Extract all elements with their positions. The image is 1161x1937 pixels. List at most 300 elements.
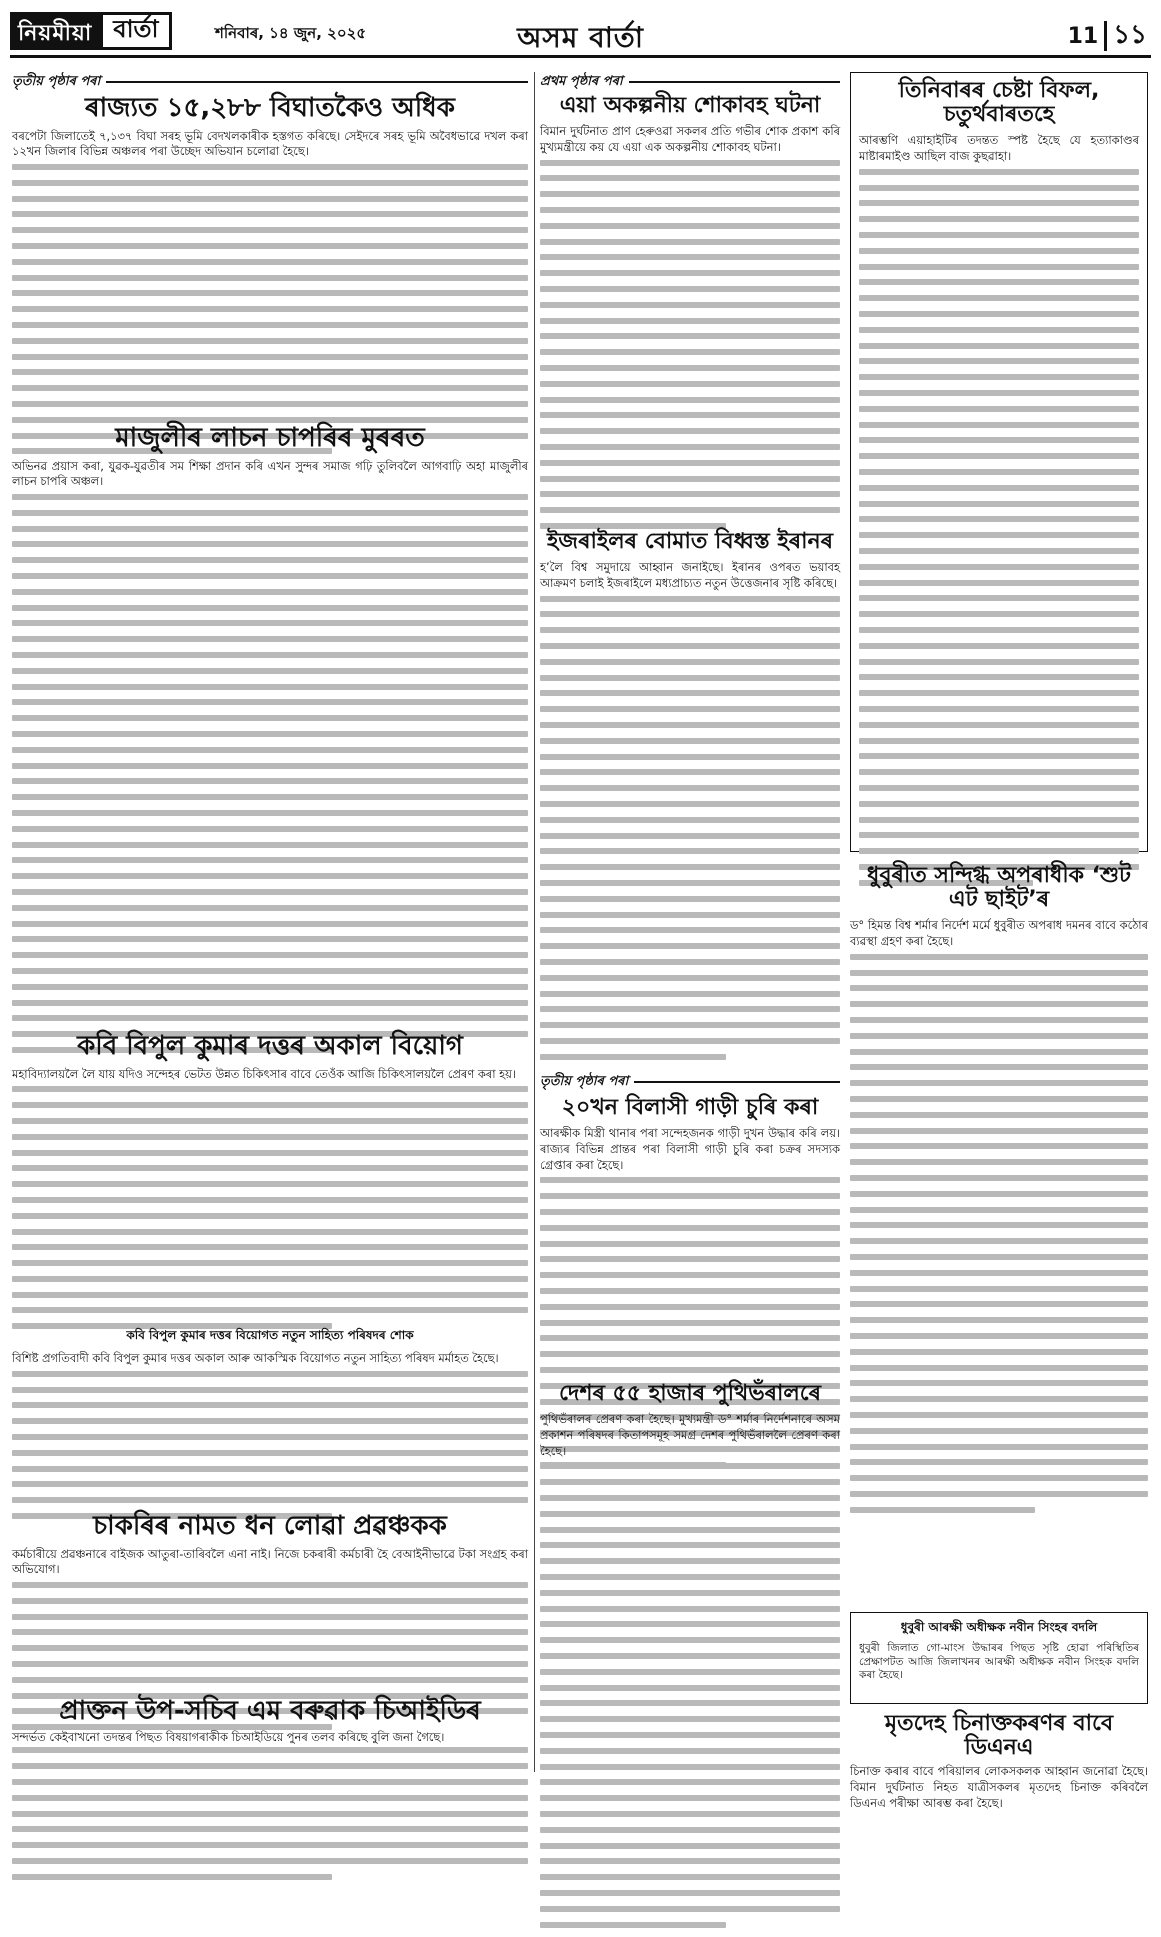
body-text-line	[859, 485, 1139, 491]
body-text-line	[850, 1428, 1148, 1434]
body-text-line	[540, 1351, 840, 1357]
body-text-line	[540, 1811, 840, 1817]
body-text-line	[850, 1444, 1148, 1450]
body-text-line	[12, 1213, 528, 1219]
body-text-line	[12, 1826, 528, 1832]
body-text-line	[540, 302, 840, 308]
article-poet-condolence	[12, 1327, 528, 1529]
body-text-line	[540, 349, 840, 355]
body-text-line	[12, 494, 528, 500]
body-text-line	[859, 406, 1139, 412]
article-lead: বিমান দুৰ্ঘটনাত প্ৰাণ হেৰুওৱা সকলৰ প্ৰতি গভীৰ শোক প্ৰকাশ কৰি মুখ্যমন্ত্ৰীয়ে কয় যে এয়া এক অকল্পনীয় শোকাবহ ঘটনা।	[540, 124, 840, 154]
article-headline: প্ৰাক্তন উপ-সচিব এম বৰুৱাক চিআইডিৰ	[59, 1696, 481, 1726]
body-text-line	[540, 1558, 840, 1564]
body-text-line	[540, 1922, 726, 1928]
body-text-line	[540, 1495, 840, 1501]
body-text-line	[12, 1307, 528, 1313]
body-text-line	[850, 985, 1148, 991]
article-lead: হ’লৈ বিশ্ব সমুদায়ে আহ্বান জনাইছে। ইৰানৰ ওপৰত ভয়াবহ আক্ৰমণ চলাই ইজৰাইলে মধ্যপ্ৰাচ্যত নতুন উত্তেজনাৰ সৃষ্টি কৰিছে।	[540, 560, 840, 590]
article-body-lines	[12, 494, 528, 1063]
body-text-line	[540, 1511, 840, 1517]
article-murder-box	[850, 72, 1148, 852]
article-cid	[12, 1697, 528, 1890]
logo-part1: নিয়মীয়া	[10, 12, 100, 50]
body-text-line	[540, 1335, 840, 1341]
body-text-line	[859, 422, 1139, 428]
body-text-line	[12, 1134, 528, 1140]
body-text-line	[12, 1229, 528, 1235]
body-text-line	[540, 270, 840, 276]
body-text-line	[12, 921, 528, 927]
body-text-line	[540, 460, 840, 466]
body-text-line	[540, 659, 840, 665]
body-text-line	[859, 327, 1139, 333]
body-text-line	[12, 1629, 528, 1635]
article-lead: চিনাক্ত কৰাৰ বাবে পৰিয়ালৰ লোকসকলক আহ্বান জনোৱা হৈছে। বিমান দুৰ্ঘটনাত নিহত যাত্ৰীসকলৰ মৃতদেহ চিনাক্ত কৰিবলৈ ডিএনএ পৰীক্ষা আৰম্ভ কৰা হৈছে।	[850, 1764, 1148, 1810]
continuation-text: প্ৰথম পৃষ্ঠাৰ পৰা	[540, 73, 623, 89]
body-text-line	[540, 365, 840, 371]
continuation-label-left	[12, 72, 528, 92]
body-text-line	[859, 374, 1139, 380]
body-text-line	[12, 1466, 528, 1472]
body-text-line	[12, 1497, 528, 1503]
body-text-line	[12, 1614, 528, 1620]
body-text-line	[540, 381, 840, 387]
body-text-line	[12, 306, 528, 312]
body-text-line	[859, 343, 1139, 349]
body-text-line	[850, 1507, 1035, 1513]
body-text-line	[12, 211, 528, 217]
body-text-line	[540, 833, 840, 839]
body-text-line	[540, 507, 840, 513]
body-text-line	[850, 1128, 1148, 1134]
article-body-lines	[12, 164, 528, 464]
body-text-line	[12, 227, 528, 233]
body-text-line	[12, 905, 528, 911]
page-number-latin: 11	[1067, 24, 1099, 49]
body-text-line	[540, 817, 840, 823]
body-text-line	[850, 1459, 1148, 1465]
body-text-line	[540, 754, 840, 760]
body-text-line	[540, 1256, 840, 1262]
body-text-line	[859, 817, 1139, 823]
body-text-line	[12, 794, 528, 800]
body-text-line	[540, 318, 840, 324]
body-text-line	[850, 1033, 1148, 1039]
issue-date: শনিবাৰ, ১৪ জুন, ২০২৫	[215, 24, 367, 42]
body-text-line	[12, 873, 528, 879]
body-text-line	[12, 180, 528, 186]
body-text-line	[540, 785, 840, 791]
body-text-line	[12, 322, 528, 328]
article-lead: পুথিভঁৰালৰ প্ৰেৰণ কৰা হৈছে। মুখ্যমন্ত্ৰী ড° শৰ্মাৰ নিৰ্দেশনাৰে অসম প্ৰকাশন পৰিষদৰ কিতাপসমূহ সমগ্ৰ দেশৰ পুথিভঁৰাললৈ প্ৰেৰণ কৰা হৈছে।	[540, 1412, 840, 1458]
body-text-line	[850, 1349, 1148, 1355]
article-headline: কবি বিপুল কুমাৰ দত্তৰ অকাল বিয়োগ	[77, 1031, 463, 1061]
body-text-line	[540, 1906, 840, 1912]
body-text-line	[12, 1481, 528, 1487]
body-text-line	[12, 1747, 528, 1753]
body-text-line	[540, 769, 840, 775]
body-text-line	[540, 1038, 840, 1044]
page-number-assamese: ১১	[1113, 20, 1147, 50]
body-text-line	[850, 1238, 1148, 1244]
body-text-line	[12, 620, 528, 626]
body-text-line	[540, 444, 840, 450]
body-text-line	[540, 1590, 840, 1596]
body-text-line	[12, 1015, 528, 1021]
body-text-line	[12, 1102, 528, 1108]
body-text-line	[540, 627, 840, 633]
body-text-line	[12, 1150, 528, 1156]
body-text-line	[540, 1177, 840, 1183]
body-text-line	[12, 810, 528, 816]
body-text-line	[859, 358, 1139, 364]
body-text-line	[540, 207, 840, 213]
body-text-line	[540, 706, 840, 712]
body-text-line	[859, 453, 1139, 459]
body-text-line	[859, 769, 1139, 775]
body-text-line	[540, 1779, 840, 1785]
body-text-line	[859, 516, 1139, 522]
body-text-line	[850, 1159, 1148, 1165]
body-text-line	[540, 239, 840, 245]
article-dhubri	[850, 864, 1148, 1523]
body-text-line	[540, 428, 840, 434]
body-text-line	[540, 1874, 840, 1880]
body-text-line	[12, 952, 528, 958]
logo-part2: বাৰ্তা	[100, 12, 171, 50]
body-text-line	[540, 959, 840, 965]
article-lead: মহাবিদ্যালয়লৈ লৈ যায় যদিও সন্দেহৰ ভেটত উন্নত চিকিৎসাৰ বাবে তেওঁক আজি চিকিৎসালয়লৈ প্ৰেৰণ কৰা হয়।	[12, 1066, 516, 1081]
body-text-line	[859, 216, 1139, 222]
body-text-line	[850, 1191, 1148, 1197]
body-text-line	[12, 1086, 528, 1092]
body-text-line	[540, 223, 840, 229]
body-text-line	[540, 927, 840, 933]
body-text-line	[12, 1779, 528, 1785]
article-sp-transfer	[850, 1612, 1148, 1704]
body-text-line	[540, 596, 840, 602]
body-text-line	[859, 738, 1139, 744]
body-text-line	[12, 1858, 528, 1864]
body-text-line	[859, 674, 1139, 680]
article-body-lines	[12, 1371, 528, 1529]
article-headline: দেশৰ ৫৫ হাজাৰ পুথিভঁৰালৰে	[558, 1381, 822, 1406]
continuation-label-center	[540, 1072, 840, 1092]
body-text-line	[540, 1367, 840, 1373]
left-column	[12, 72, 528, 1772]
body-text-line	[850, 1333, 1148, 1339]
body-text-line	[12, 417, 528, 423]
continuation-label-right	[540, 72, 840, 92]
body-text-line	[540, 1479, 840, 1485]
body-text-line	[12, 826, 528, 832]
body-text-line	[850, 1491, 1148, 1497]
label-rule	[629, 81, 840, 83]
body-text-line	[540, 1621, 840, 1627]
body-text-line	[850, 1222, 1148, 1228]
body-text-line	[12, 1387, 528, 1393]
body-text-line	[12, 1292, 528, 1298]
body-text-line	[850, 1112, 1148, 1118]
body-text-line	[12, 401, 528, 407]
body-text-line	[540, 1225, 840, 1231]
body-text-line	[859, 801, 1139, 807]
body-text-line	[540, 975, 840, 981]
article-lead: অভিনৱ প্ৰয়াস কৰা, যুৱক-যুৱতীৰ সম শিক্ষা প্ৰদান কৰি এখন সুন্দৰ সমাজ গঢ়ি তুলিবলৈ আগবাঢ়ি অহা মাজুলীৰ লাচন চাপৰি অঞ্চল।	[12, 458, 528, 489]
body-text-line	[850, 954, 1148, 960]
article-lead: বিশিষ্ট প্ৰগতিবাদী কবি বিপুল কুমাৰ দত্তৰ অকাল আৰু আকস্মিক বিয়োগত নতুন সাহিত্য পৰিষদ মৰ্মাহত হৈছে।	[12, 1351, 499, 1365]
article-lead: ধুবুৰী জিলাত গো-মাংস উদ্ধাৰৰ পিছত সৃষ্টি হোৱা পৰিস্থিতিৰ প্ৰেক্ষাপটত আজি জিলাখনৰ আৰক্ষী অধীক্ষক নবীন সিংহক বদলি কৰা হৈছে।	[859, 1642, 1139, 1682]
body-text-line	[540, 1193, 840, 1199]
body-text-line	[12, 1677, 528, 1683]
body-text-line	[859, 580, 1139, 586]
body-text-line	[850, 1412, 1148, 1418]
body-text-line	[850, 1064, 1148, 1070]
body-text-line	[12, 778, 528, 784]
body-text-line	[540, 333, 840, 339]
body-text-line	[859, 753, 1139, 759]
label-rule	[106, 81, 528, 83]
body-text-line	[12, 1582, 528, 1588]
body-text-line	[12, 354, 528, 360]
body-text-line	[12, 636, 528, 642]
body-text-line	[859, 848, 1139, 854]
article-body-lines	[850, 954, 1148, 1523]
article-iran	[540, 530, 840, 1070]
column-divider	[534, 72, 535, 1772]
body-text-line	[540, 397, 840, 403]
body-text-line	[12, 259, 528, 265]
body-text-line	[12, 763, 528, 769]
body-text-line	[859, 169, 1139, 175]
body-text-line	[859, 469, 1139, 475]
body-text-line	[12, 684, 528, 690]
continuation-text: তৃতীয় পৃষ্ঠাৰ পৰা	[12, 73, 101, 89]
article-dna	[850, 1712, 1148, 1812]
body-text-line	[859, 437, 1139, 443]
body-text-line	[540, 1574, 840, 1580]
body-text-line	[540, 1006, 840, 1012]
article-headline: ৰাজ্যত ১৫,২৮৮ বিঘাতকৈও অধিক	[85, 93, 455, 123]
body-text-line	[12, 541, 528, 547]
article-body-lines	[12, 1747, 528, 1889]
body-text-line	[540, 991, 840, 997]
body-text-line	[850, 1396, 1148, 1402]
body-text-line	[12, 1763, 528, 1769]
body-text-line	[859, 627, 1139, 633]
body-text-line	[540, 1209, 840, 1215]
body-text-line	[12, 1244, 528, 1250]
body-text-line	[12, 573, 528, 579]
body-text-line	[540, 722, 840, 728]
page-number-divider	[1104, 21, 1107, 51]
article-headline: মাজুলীৰ লাচন চাপৰিৰ মুৰৰত	[115, 423, 425, 453]
body-text-line	[12, 589, 528, 595]
body-text-line	[12, 557, 528, 563]
body-text-line	[859, 548, 1139, 554]
body-text-line	[859, 248, 1139, 254]
body-text-line	[540, 412, 840, 418]
body-text-line	[540, 1685, 840, 1691]
body-text-line	[12, 715, 528, 721]
article-headline: মৃতদেহ চিনাক্তকৰণৰ বাবে ডিএনএ	[884, 1711, 1114, 1761]
article-libraries	[540, 1382, 840, 1937]
body-text-line	[850, 1080, 1148, 1086]
body-text-line	[859, 232, 1139, 238]
body-text-line	[850, 1317, 1148, 1323]
article-headline: ইজৰাইলৰ বোমাত বিধ্বস্ত ইৰানৰ	[546, 529, 834, 554]
body-text-line	[12, 1371, 528, 1377]
body-text-line	[12, 652, 528, 658]
body-text-line	[540, 1272, 840, 1278]
label-rule	[634, 1081, 840, 1083]
article-lead: আৰম্ভণি এয়াহাইটিৰ তদন্তত স্পষ্ট হৈছে যে হত্যাকাণ্ডৰ মাষ্টাৰমাইণ্ড আছিল বাজ কুছৱাহা।	[859, 133, 1139, 164]
body-text-line	[859, 785, 1139, 791]
body-text-line	[12, 1645, 528, 1651]
body-text-line	[540, 476, 840, 482]
body-text-line	[12, 842, 528, 848]
body-text-line	[540, 286, 840, 292]
article-subhead: কবি বিপুল কুমাৰ দত্তৰ বিয়োগত নতুন সাহিত্য পৰিষদৰ শোক	[126, 1328, 414, 1342]
article-headline: এয়া অকল্পনীয় শোকাবহ ঘটনা	[559, 93, 821, 118]
body-text-line	[540, 1890, 840, 1896]
body-text-line	[540, 1732, 840, 1738]
article-body-lines	[540, 160, 840, 539]
body-text-line	[859, 264, 1139, 270]
body-text-line	[859, 279, 1139, 285]
body-text-line	[540, 1843, 840, 1849]
body-text-line	[540, 1748, 840, 1754]
body-text-line	[12, 338, 528, 344]
article-body-lines	[859, 169, 1139, 896]
body-text-line	[12, 936, 528, 942]
body-text-line	[12, 1874, 332, 1880]
continuation-text: তৃতীয় পৃষ্ঠাৰ পৰা	[540, 1073, 629, 1089]
body-text-line	[12, 369, 528, 375]
body-text-line	[540, 738, 840, 744]
body-text-line	[540, 864, 840, 870]
right-column	[540, 72, 1148, 1810]
article-headline: চাকৰিৰ নামত ধন লোৱা প্ৰৱঞ্চকক	[93, 1511, 447, 1541]
body-text-line	[859, 722, 1139, 728]
article-lead: কৰ্মচাৰীয়ে প্ৰৱঞ্চনাৰে বাইজক আতুৰা-তাৰিবলৈ এনা নাই। নিজে চকৰাৰী কৰ্মচাৰী হৈ বেআইনীভাৱে টকা সংগ্ৰহ কৰা অভিযোগ।	[12, 1546, 528, 1577]
body-text-line	[540, 1022, 840, 1028]
body-text-line	[850, 1475, 1148, 1481]
body-text-line	[540, 160, 840, 166]
body-text-line	[850, 1301, 1148, 1307]
article-land-eviction	[12, 94, 528, 464]
body-text-line	[859, 185, 1139, 191]
body-text-line	[12, 1795, 528, 1801]
body-text-line	[12, 1418, 528, 1424]
body-text-line	[12, 1598, 528, 1604]
body-text-line	[540, 1320, 840, 1326]
body-text-line	[540, 943, 840, 949]
body-text-line	[12, 1118, 528, 1124]
body-text-line	[850, 1175, 1148, 1181]
body-text-line	[12, 275, 528, 281]
body-text-line	[540, 1637, 840, 1643]
body-text-line	[859, 311, 1139, 317]
body-text-line	[540, 1700, 840, 1706]
body-text-line	[12, 1197, 528, 1203]
body-text-line	[12, 1661, 528, 1667]
body-text-line	[12, 290, 528, 296]
article-headline: তিনিবাৰৰ চেষ্টা বিফল, চতুৰ্থবাৰতহে	[898, 78, 1100, 128]
body-text-line	[540, 191, 840, 197]
article-headline: ২০খন বিলাসী গাড়ী চুৰি কৰা	[561, 1095, 819, 1120]
body-text-line	[859, 595, 1139, 601]
body-text-line	[850, 1001, 1148, 1007]
body-text-line	[540, 675, 840, 681]
body-text-line	[12, 1165, 528, 1171]
body-text-line	[540, 1716, 840, 1722]
body-text-line	[12, 243, 528, 249]
body-text-line	[859, 295, 1139, 301]
body-text-line	[850, 1017, 1148, 1023]
body-text-line	[850, 1143, 1148, 1149]
article-headline: ধুবুৰীত সন্দিগ্ধ অপৰাধীক ‘শুট এট ছাইট’ৰ	[866, 863, 1131, 913]
body-text-line	[12, 196, 528, 202]
article-lead: বৰপেটা জিলাতেই ৭,১৩৭ বিঘা সৰহ ভূমি বেদখলকাৰীক হস্তগত কৰিছে। সেইদৰে সৰহ ভূমি অবৈধভাৱে দখল কৰা ১২খন জিলাৰ বিভিন্ন অঞ্চলৰ পৰা উচ্ছেদ অভিযান চলোৱা হৈছে।	[12, 128, 528, 159]
body-text-line	[540, 1241, 840, 1247]
body-text-line	[859, 611, 1139, 617]
body-text-line	[859, 200, 1139, 206]
body-text-line	[12, 1181, 528, 1187]
body-text-line	[12, 857, 528, 863]
body-text-line	[12, 605, 528, 611]
body-text-line	[540, 1827, 840, 1833]
body-text-line	[12, 1402, 528, 1408]
body-text-line	[12, 984, 528, 990]
article-lead: সন্দৰ্ভত কেইবাখনো তদন্তৰ পিছত বিষয়াগৰাকীক চিআইডিয়ে পুনৰ তলব কৰিছে বুলি জনা গৈছে।	[12, 1729, 445, 1744]
body-text-line	[540, 611, 840, 617]
body-text-line	[540, 1653, 840, 1659]
body-text-line	[540, 1527, 840, 1533]
body-text-line	[859, 390, 1139, 396]
article-lead: আৰক্ষীক মিস্ত্ৰী থানাৰ পৰা সন্দেহজনক গাড়ী দুখন উদ্ধাৰ কৰি লয়। ৰাজ্যৰ বিভিন্ন প্ৰান্তৰ পৰা বিলাসী গাড়ী চুৰি কৰা চক্ৰৰ সদস্যক গ্ৰেপ্তাৰ কৰা হৈছে।	[540, 1126, 840, 1172]
body-text-line	[540, 880, 840, 886]
body-text-line	[12, 1260, 528, 1266]
body-text-line	[12, 699, 528, 705]
body-text-line	[540, 1764, 840, 1770]
body-text-line	[12, 1000, 528, 1006]
body-text-line	[540, 491, 840, 497]
body-text-line	[540, 1606, 840, 1612]
body-text-line	[850, 1049, 1148, 1055]
body-text-line	[12, 668, 528, 674]
body-text-line	[859, 832, 1139, 838]
body-text-line	[12, 526, 528, 532]
body-text-line	[859, 643, 1139, 649]
body-text-line	[859, 706, 1139, 712]
body-text-line	[850, 1270, 1148, 1276]
body-text-line	[540, 1054, 726, 1060]
body-text-line	[12, 731, 528, 737]
body-text-line	[12, 747, 528, 753]
body-text-line	[859, 690, 1139, 696]
body-text-line	[850, 1365, 1148, 1371]
article-air-crash	[540, 94, 840, 539]
masthead	[10, 8, 1151, 58]
body-text-line	[540, 1288, 840, 1294]
body-text-line	[850, 1254, 1148, 1260]
body-text-line	[850, 1207, 1148, 1213]
body-text-line	[540, 175, 840, 181]
body-text-line	[850, 1286, 1148, 1292]
body-text-line	[540, 1669, 840, 1675]
